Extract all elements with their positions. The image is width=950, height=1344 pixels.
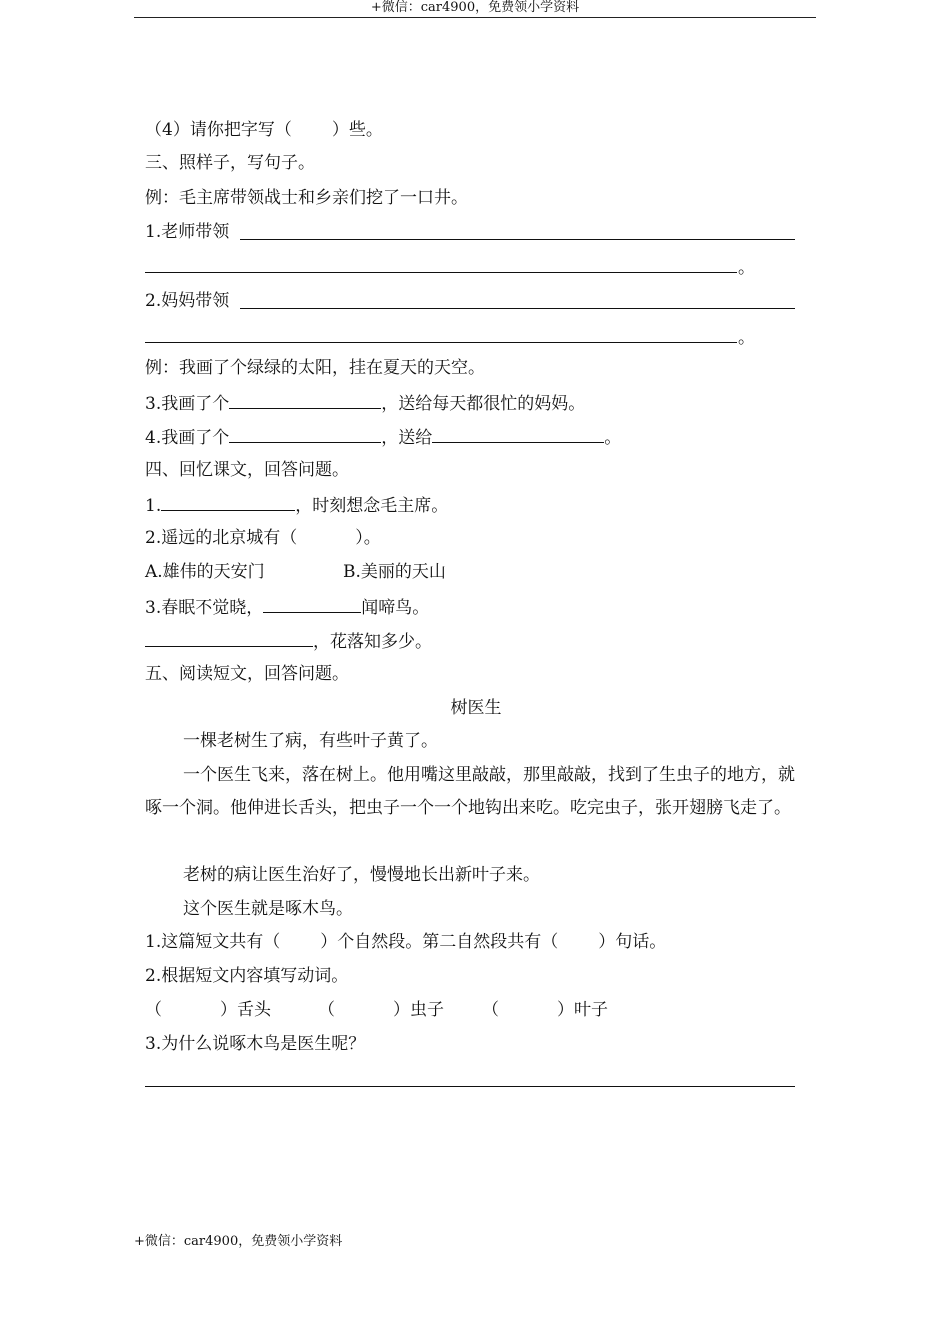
recall-2-text-a: 2.遥远的北京城有（ — [145, 528, 298, 548]
story-title: 树医生 — [450, 698, 502, 718]
recall-2-text-b: ）。 — [355, 528, 381, 548]
question-4-line — [145, 118, 383, 142]
recall-1-line — [145, 492, 448, 518]
verb-2-open-paren: （ — [318, 1000, 335, 1020]
item-4-text-a: 4.我画了个 — [145, 428, 230, 448]
recall-1-text-a: 1. — [145, 496, 162, 516]
read-q1-text-c: ）句话。 — [598, 932, 667, 952]
item-4-blank-1 — [229, 424, 381, 443]
header-rule — [134, 17, 816, 18]
item-2-answer-line-2 — [145, 342, 737, 343]
item-4-blank-2 — [432, 424, 604, 443]
item-3-line — [145, 390, 585, 416]
verb-blank-leaf — [482, 998, 608, 1022]
story-paragraph-4: 这个医生就是啄木鸟。 — [183, 899, 353, 919]
verb-3-text: ）叶子 — [557, 1000, 608, 1020]
recall-3-line — [145, 594, 429, 620]
section-5-title: 五、阅读短文，回答问题。 — [145, 664, 349, 684]
recall-2-line — [145, 526, 381, 550]
item-4-text-c: 。 — [604, 428, 622, 448]
recall-3-blank-1 — [263, 594, 361, 613]
verb-blank-tongue — [145, 998, 271, 1022]
recall-3-blank-2 — [145, 628, 313, 647]
option-a: A.雄伟的天安门 — [145, 562, 265, 582]
story-paragraph-3: 老树的病让医生治好了，慢慢地长出新叶子来。 — [183, 865, 540, 885]
item-3-blank — [229, 390, 381, 409]
item-1-prefix: 1.老师带领 — [145, 222, 230, 242]
recall-3-text-a: 3.春眠不觉晓， — [145, 598, 264, 618]
item-1-period: 。 — [738, 258, 755, 278]
verb-3-open-paren: （ — [482, 1000, 499, 1020]
q4-text-b: ）些。 — [331, 120, 383, 140]
header-text: +微信：car4900，免费领小学资料 — [370, 0, 580, 15]
item-4-line — [145, 424, 621, 450]
item-4-text-b: ，送给 — [381, 428, 433, 448]
recall-1-blank — [161, 492, 295, 511]
recall-3-text-b: 闻啼鸟。 — [361, 598, 430, 618]
verb-1-text: ）舌头 — [220, 1000, 271, 1020]
example-2: 例：我画了个绿绿的太阳，挂在夏天的天空。 — [145, 358, 485, 378]
story-paragraph-2: 一个医生飞来，落在树上。他用嘴这里敲敲，那里敲敲，找到了生虫子的地方，就啄一个洞。他伸进长舌头，把虫子一个一个地钩出来吃。吃完虫子，张开翅膀飞走了。 — [145, 765, 795, 818]
recall-1-text-b: ，时刻想念毛主席。 — [295, 496, 449, 516]
item-2-answer-line — [240, 308, 795, 309]
item-2-period: 。 — [738, 328, 755, 348]
q4-text-a: （4）请你把字写（ — [145, 120, 292, 140]
verb-1-open-paren: （ — [145, 1000, 162, 1020]
page-footer: +微信：car4900，免费领小学资料 — [134, 1234, 343, 1249]
recall-3-line-2 — [145, 628, 432, 654]
verb-2-text: ）虫子 — [393, 1000, 444, 1020]
verb-blank-bug — [318, 998, 444, 1022]
item-1-answer-line-2 — [145, 272, 737, 273]
item-1-answer-line — [240, 239, 795, 240]
read-question-2: 2.根据短文内容填写动词。 — [145, 966, 349, 986]
section-4-title: 四、回忆课文，回答问题。 — [145, 460, 349, 480]
example-1: 例：毛主席带领战士和乡亲们挖了一口井。 — [145, 188, 468, 208]
recall-3-text-c: ，花落知多少。 — [313, 632, 432, 652]
section-3-title: 三、照样子，写句子。 — [145, 153, 315, 173]
read-question-3: 3.为什么说啄木鸟是医生呢？ — [145, 1034, 366, 1054]
read-q1-text-b: ）个自然段。第二自然段共有（ — [320, 932, 559, 952]
read-question-1 — [145, 930, 666, 954]
option-b: B.美丽的天山 — [343, 562, 446, 582]
read-q1-text-a: 1.这篇短文共有（ — [145, 932, 281, 952]
item-2-prefix: 2.妈妈带领 — [145, 291, 230, 311]
item-3-text-b: ，送给每天都很忙的妈妈。 — [381, 394, 586, 414]
story-paragraph-1: 一棵老树生了病，有些叶子黄了。 — [183, 731, 438, 751]
read-q3-answer-line — [145, 1086, 795, 1087]
item-3-text-a: 3.我画了个 — [145, 394, 230, 414]
